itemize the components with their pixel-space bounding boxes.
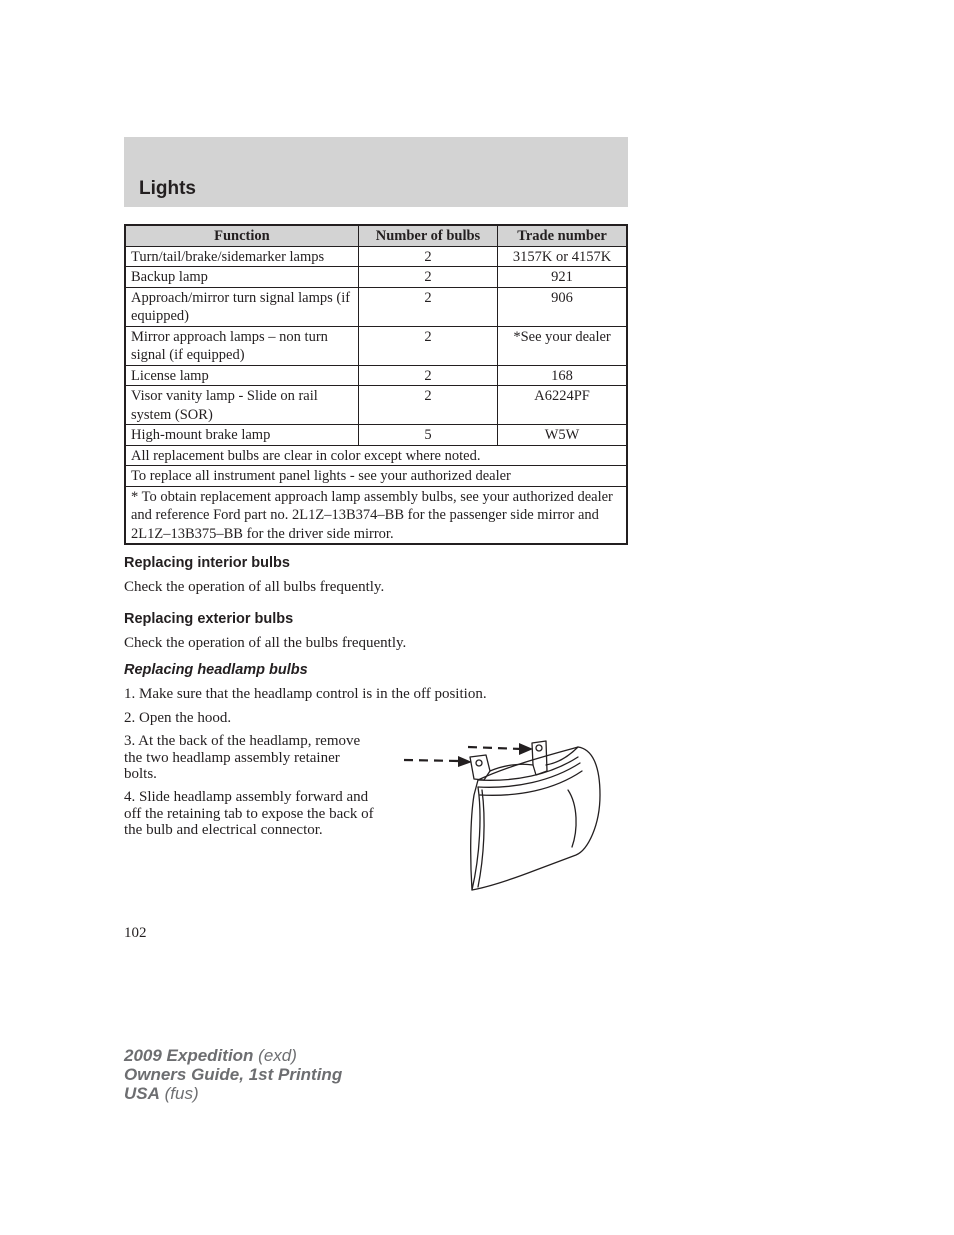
table-header-row (125, 225, 627, 246)
footer (124, 1046, 342, 1103)
table-row (125, 287, 627, 326)
footer-line-3 (124, 1084, 342, 1103)
footer-line-1 (124, 1046, 342, 1065)
step-4: 4. Slide headlamp assembly forward and off the retaining tab to expose the back of the bulb and electrical connector. (124, 789, 374, 838)
footer-line-2 (124, 1065, 342, 1084)
table-note-row (125, 445, 627, 466)
bulb-count-cell: 2 (358, 267, 497, 288)
table-row (125, 267, 627, 288)
footer-model: 2009 Expedition (124, 1046, 254, 1065)
bulb-count-cell: 5 (358, 425, 497, 446)
table-note-row (125, 466, 627, 487)
function-cell: Mirror approach lamps – non turn signal (if equipped) (125, 326, 358, 365)
page-title: Lights (139, 178, 196, 199)
footer-market: USA (124, 1084, 160, 1103)
table-note: All replacement bulbs are clear in color except where noted. (125, 445, 627, 466)
column-header: Number of bulbs (358, 225, 497, 246)
trade-number-cell: *See your dealer (498, 326, 627, 365)
trade-number-cell: A6224PF (498, 386, 627, 425)
bulb-table (124, 224, 628, 545)
trade-number-cell: W5W (498, 425, 627, 446)
step-3: 3. At the back of the headlamp, remove the two headlamp assembly retainer bolts. (124, 733, 361, 782)
bulb-count-cell: 2 (358, 365, 497, 386)
headlamp-heading: Replacing headlamp bulbs (124, 662, 308, 678)
bulb-count-cell: 2 (358, 246, 497, 267)
table-row (125, 425, 627, 446)
trade-number-cell: 3157K or 4157K (498, 246, 627, 267)
headlamp-illustration (400, 735, 610, 895)
bulb-count-cell: 2 (358, 326, 497, 365)
interior-heading: Replacing interior bulbs (124, 555, 290, 571)
table-note: To replace all instrument panel lights - see your authorized dealer (125, 466, 627, 487)
footer-model-code: (exd) (258, 1046, 297, 1065)
function-cell: High-mount brake lamp (125, 425, 358, 446)
table-row (125, 326, 627, 365)
function-cell: License lamp (125, 365, 358, 386)
step-1: 1. Make sure that the headlamp control is in the off position. (124, 686, 487, 702)
footer-guide: Owners Guide, 1st Printing (124, 1065, 343, 1084)
table-row (125, 386, 627, 425)
bulb-count-cell: 2 (358, 287, 497, 326)
trade-number-cell: 921 (498, 267, 627, 288)
page-number: 102 (124, 925, 147, 941)
function-cell: Backup lamp (125, 267, 358, 288)
exterior-heading: Replacing exterior bulbs (124, 611, 294, 627)
bulb-count-cell: 2 (358, 386, 497, 425)
function-cell: Turn/tail/brake/sidemarker lamps (125, 246, 358, 267)
function-cell: Approach/mirror turn signal lamps (if equipped) (125, 287, 358, 326)
table-note: * To obtain replacement approach lamp assembly bulbs, see your authorized dealer and reference Ford part no. 2L1Z–13B374–BB for the passenger side mirror and 2L1Z–13B375–BB for the driver side mirror. (125, 486, 627, 544)
column-header: Function (125, 225, 358, 246)
interior-text: Check the operation of all bulbs frequently. (124, 579, 385, 595)
trade-number-cell: 906 (498, 287, 627, 326)
trade-number-cell: 168 (498, 365, 627, 386)
footer-market-code: (fus) (164, 1084, 199, 1103)
step-2: 2. Open the hood. (124, 710, 232, 726)
table-row (125, 246, 627, 267)
exterior-text: Check the operation of all the bulbs frequently. (124, 635, 407, 651)
table-note-row (125, 486, 627, 544)
column-header: Trade number (498, 225, 627, 246)
table-row (125, 365, 627, 386)
function-cell: Visor vanity lamp - Slide on rail system (SOR) (125, 386, 358, 425)
header-band (124, 137, 628, 207)
